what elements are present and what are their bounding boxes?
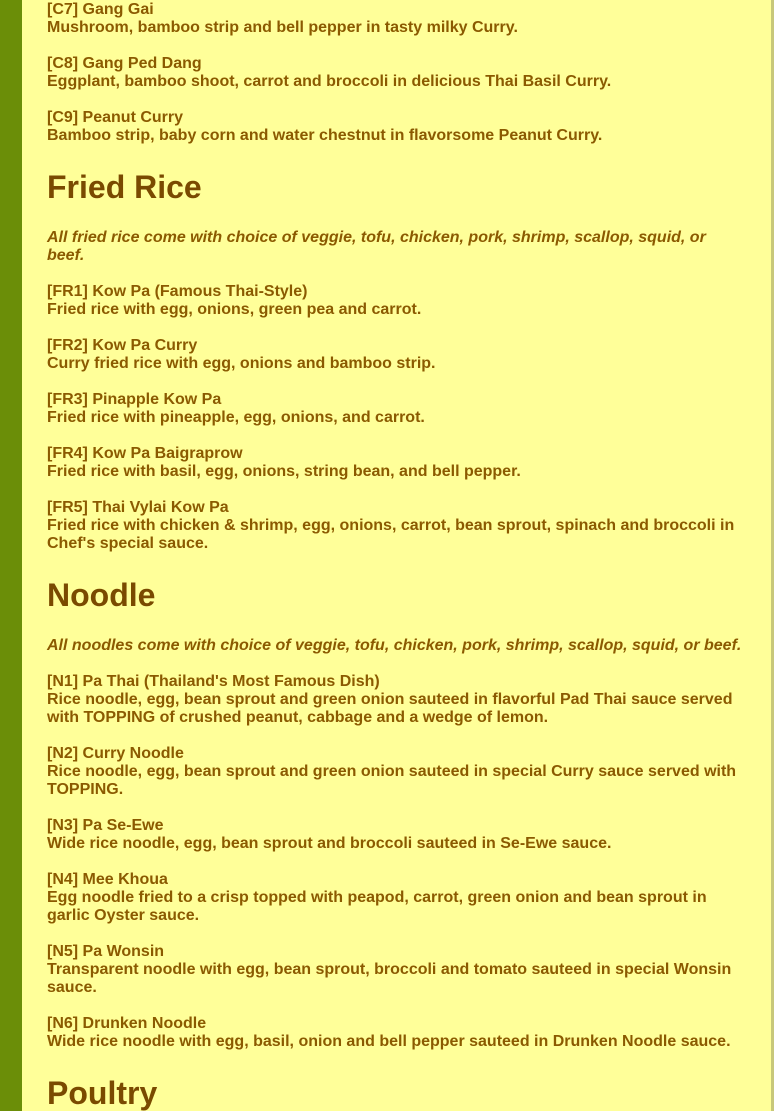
item-description: Fried rice with egg, onions, green pea and carrot.	[47, 301, 422, 318]
menu-item-n3	[47, 817, 747, 853]
menu-item-n4	[47, 871, 747, 925]
item-title: [FR3] Pinapple Kow Pa	[47, 391, 222, 408]
item-title: [N4] Mee Khoua	[47, 871, 168, 888]
item-title: [C8] Gang Ped Dang	[47, 55, 202, 72]
menu-item-fr3	[47, 391, 747, 427]
item-title: [C9] Peanut Curry	[47, 109, 184, 126]
item-description: Eggplant, bamboo shoot, carrot and broccoli in delicious Thai Basil Curry.	[47, 73, 612, 90]
menu-item-c9	[47, 109, 747, 145]
section-heading-poultry: Poultry	[47, 1075, 158, 1111]
left-sidebar-stripe	[0, 0, 22, 1111]
item-title: [N5] Pa Wonsin	[47, 943, 165, 960]
item-description: Curry fried rice with egg, onions and bamboo strip.	[47, 355, 436, 372]
menu-item-n5	[47, 943, 747, 997]
menu-item-fr4	[47, 445, 747, 481]
item-title: [FR1] Kow Pa (Famous Thai-Style)	[47, 283, 308, 300]
menu-item-n6	[47, 1015, 747, 1051]
item-title: [FR5] Thai Vylai Kow Pa	[47, 499, 229, 516]
item-description: Egg noodle fried to a crisp topped with peapod, carrot, green onion and bean sprout in garlic Oyster sauce.	[47, 889, 707, 924]
section-note-noodle: All noodles come with choice of veggie, tofu, chicken, pork, shrimp, scallop, squid, or beef.	[47, 637, 742, 654]
item-title: [N3] Pa Se-Ewe	[47, 817, 164, 834]
section-heading-noodle: Noodle	[47, 577, 156, 613]
menu-item-fr2	[47, 337, 747, 373]
item-description: Rice noodle, egg, bean sprout and green onion sauteed in special Curry sauce served with TOPPING.	[47, 763, 737, 798]
menu-item-n1	[47, 673, 747, 727]
menu-item-fr1	[47, 283, 747, 319]
item-title: [N1] Pa Thai (Thailand's Most Famous Dish)	[47, 673, 380, 690]
item-description: Fried rice with chicken & shrimp, egg, onions, carrot, bean sprout, spinach and broccoli in Chef's special sauce.	[47, 517, 735, 552]
section-note-fried-rice: All fried rice come with choice of veggie, tofu, chicken, pork, shrimp, scallop, squid, or beef.	[47, 229, 706, 264]
item-title: [C7] Gang Gai	[47, 1, 154, 18]
item-title: [N6] Drunken Noodle	[47, 1015, 207, 1032]
item-title: [FR4] Kow Pa Baigraprow	[47, 445, 243, 462]
item-description: Wide rice noodle with egg, basil, onion and bell pepper sauteed in Drunken Noodle sauce.	[47, 1033, 731, 1050]
item-description: Mushroom, bamboo strip and bell pepper in tasty milky Curry.	[47, 19, 518, 36]
menu-item-n2	[47, 745, 747, 799]
item-title: [N2] Curry Noodle	[47, 745, 184, 762]
menu-item-c8	[47, 55, 747, 91]
item-description: Transparent noodle with egg, bean sprout, broccoli and tomato sauteed in special Wonsin sauce.	[47, 961, 732, 996]
item-description: Bamboo strip, baby corn and water chestnut in flavorsome Peanut Curry.	[47, 127, 603, 144]
menu-item-fr5	[47, 499, 747, 553]
section-heading-fried-rice: Fried Rice	[47, 169, 202, 205]
item-description: Rice noodle, egg, bean sprout and green onion sauteed in flavorful Pad Thai sauce served with TOPPING of crushed peanut, cabbage and a wedge of lemon.	[47, 691, 733, 726]
item-description: Fried rice with basil, egg, onions, string bean, and bell pepper.	[47, 463, 521, 480]
menu-item-c7	[47, 1, 747, 37]
menu-content	[47, 0, 747, 1111]
item-description: Fried rice with pineapple, egg, onions, and carrot.	[47, 409, 425, 426]
item-description: Wide rice noodle, egg, bean sprout and broccoli sauteed in Se-Ewe sauce.	[47, 835, 612, 852]
item-title: [FR2] Kow Pa Curry	[47, 337, 198, 354]
